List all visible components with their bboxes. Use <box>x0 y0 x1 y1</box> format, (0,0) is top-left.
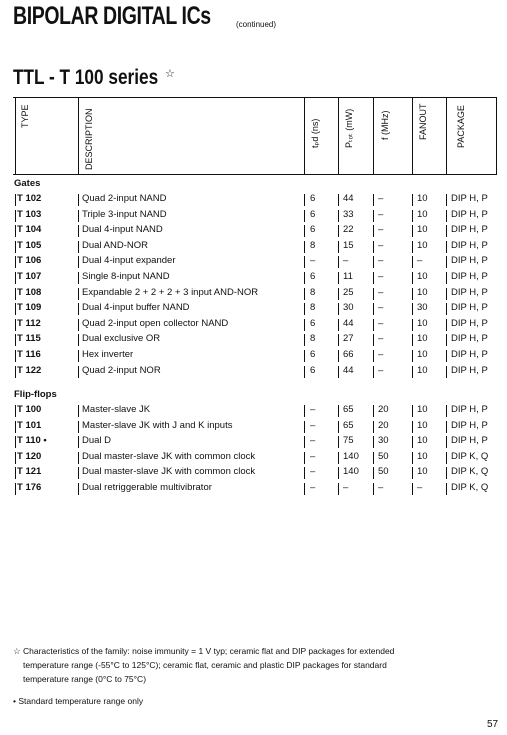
frequency: – <box>378 239 384 251</box>
cell-divider <box>446 210 447 222</box>
col-type: TYPE <box>20 104 30 128</box>
cell-divider <box>15 421 16 433</box>
part-type: T 122 <box>17 364 42 376</box>
part-type: T 101 <box>17 419 42 431</box>
cell-divider <box>15 405 16 417</box>
cell-divider <box>446 483 447 495</box>
table-row <box>0 451 507 466</box>
power: 65 <box>343 404 354 415</box>
package: DIP K, Q <box>451 450 489 462</box>
power: 44 <box>343 193 354 204</box>
table-row <box>0 435 507 450</box>
frequency: – <box>378 224 384 236</box>
part-description: Single 8-input NAND <box>82 271 170 282</box>
cell-divider <box>15 452 16 464</box>
header-divider <box>373 97 374 174</box>
cell-divider <box>304 436 305 448</box>
cell-divider <box>412 319 413 331</box>
cell-divider <box>373 303 374 315</box>
frequency: – <box>378 286 384 298</box>
cell-divider <box>78 303 79 315</box>
cell-divider <box>78 421 79 433</box>
table-row <box>0 302 507 317</box>
package: DIP K, Q <box>451 466 489 478</box>
fanout: – <box>417 255 423 267</box>
cell-divider <box>338 272 339 284</box>
col-fanout: FANOUT <box>418 103 428 140</box>
cell-divider <box>15 467 16 479</box>
cell-divider <box>373 272 374 284</box>
cell-divider <box>412 210 413 222</box>
cell-divider <box>446 436 447 448</box>
cell-divider <box>446 256 447 268</box>
table-top-rule <box>13 97 497 98</box>
series-heading: TTL - T 100 series <box>13 66 159 89</box>
fanout: 10 <box>417 208 428 220</box>
package: DIP H, P <box>451 255 488 267</box>
power: 140 <box>343 466 359 478</box>
page-number: 57 <box>487 719 499 730</box>
prop-delay: – <box>310 435 316 447</box>
cell-divider <box>446 405 447 417</box>
cell-divider <box>304 366 305 378</box>
part-type: T 120 <box>17 450 42 462</box>
cell-divider <box>78 194 79 206</box>
table-row <box>0 482 507 497</box>
fanout: 10 <box>417 349 428 360</box>
fanout: 10 <box>417 286 428 298</box>
fanout: 10 <box>417 193 428 204</box>
cell-divider <box>373 194 374 206</box>
cell-divider <box>338 194 339 206</box>
cell-divider <box>78 225 79 237</box>
cell-divider <box>373 452 374 464</box>
cell-divider <box>412 483 413 495</box>
fanout: 10 <box>417 450 428 462</box>
part-description: Dual retriggerable multivibrator <box>82 482 212 493</box>
cell-divider <box>15 334 16 346</box>
part-type: T 115 <box>17 333 41 345</box>
part-description: Dual 4-input expander <box>82 255 176 267</box>
power: 30 <box>343 302 354 314</box>
part-description: Quad 2-input NOR <box>82 364 161 376</box>
table-row <box>0 193 507 208</box>
part-description: Dual 4-input NAND <box>82 224 163 236</box>
cell-divider <box>78 483 79 495</box>
package: DIP H, P <box>451 193 488 204</box>
cell-divider <box>338 467 339 479</box>
footnote-line: temperature range (0°C to 75°C) <box>23 674 147 684</box>
package: DIP H, P <box>451 333 488 345</box>
cell-divider <box>446 303 447 315</box>
cell-divider <box>446 467 447 479</box>
cell-divider <box>15 272 16 284</box>
cell-divider <box>338 366 339 378</box>
frequency: – <box>378 271 384 282</box>
power: 22 <box>343 224 354 236</box>
package: DIP H, P <box>451 271 488 282</box>
power: 65 <box>343 419 354 431</box>
cell-divider <box>304 210 305 222</box>
cell-divider <box>304 303 305 315</box>
cell-divider <box>304 334 305 346</box>
header-divider <box>15 97 16 174</box>
footnote-family <box>13 644 394 686</box>
cell-divider <box>338 421 339 433</box>
package: DIP H, P <box>451 349 488 360</box>
frequency: 20 <box>378 404 389 415</box>
package: DIP K, Q <box>451 482 489 493</box>
cell-divider <box>304 483 305 495</box>
table-row <box>0 271 507 286</box>
part-type: T 103 <box>17 208 42 220</box>
frequency: 20 <box>378 419 389 431</box>
power: 44 <box>343 317 354 329</box>
fanout: 10 <box>417 466 428 478</box>
header-divider <box>496 97 497 174</box>
cell-divider <box>78 366 79 378</box>
table-row <box>0 255 507 270</box>
part-description: Master-slave JK with J and K inputs <box>82 419 233 431</box>
star-icon: ☆ <box>165 68 175 80</box>
cell-divider <box>338 483 339 495</box>
prop-delay: 6 <box>310 271 316 282</box>
table-row <box>0 287 507 302</box>
cell-divider <box>338 350 339 362</box>
part-description: Dual D <box>82 435 112 447</box>
fanout: 10 <box>417 271 428 282</box>
table-row <box>0 466 507 481</box>
cell-divider <box>338 241 339 253</box>
frequency: – <box>378 317 384 329</box>
power: 27 <box>343 333 354 345</box>
cell-divider <box>15 303 16 315</box>
prop-delay: – <box>310 255 316 267</box>
cell-divider <box>304 272 305 284</box>
part-description: Quad 2-input open collector NAND <box>82 317 229 329</box>
cell-divider <box>373 350 374 362</box>
fanout: 10 <box>417 435 428 447</box>
cell-divider <box>304 241 305 253</box>
package: DIP H, P <box>451 364 488 376</box>
power: 25 <box>343 286 354 298</box>
cell-divider <box>304 256 305 268</box>
cell-divider <box>338 210 339 222</box>
prop-delay: – <box>310 466 316 478</box>
frequency: – <box>378 349 384 360</box>
package: DIP H, P <box>451 317 488 329</box>
cell-divider <box>446 272 447 284</box>
footnote-line: temperature range (-55°C to 125°C); ceramic flat, ceramic and plastic DIP packages for standard <box>23 660 387 670</box>
footnote-temperature: • Standard temperature range only <box>13 696 144 706</box>
table-row <box>0 318 507 333</box>
cell-divider <box>373 421 374 433</box>
power: 33 <box>343 208 354 220</box>
part-type: T 109 <box>17 302 42 314</box>
cell-divider <box>373 210 374 222</box>
power: 11 <box>343 271 353 282</box>
cell-divider <box>78 272 79 284</box>
cell-divider <box>446 350 447 362</box>
cell-divider <box>373 483 374 495</box>
cell-divider <box>15 241 16 253</box>
cell-divider <box>338 452 339 464</box>
cell-divider <box>373 256 374 268</box>
cell-divider <box>304 225 305 237</box>
power: 140 <box>343 450 359 462</box>
cell-divider <box>304 405 305 417</box>
col-ptot: Pₜₒₜ (mW) <box>344 108 354 148</box>
header-divider <box>304 97 305 174</box>
cell-divider <box>304 319 305 331</box>
cell-divider <box>78 241 79 253</box>
frequency: – <box>378 302 384 314</box>
cell-divider <box>15 436 16 448</box>
package: DIP H, P <box>451 224 488 236</box>
cell-divider <box>446 288 447 300</box>
cell-divider <box>446 334 447 346</box>
col-package: PACKAGE <box>456 105 466 148</box>
part-type: T 100 <box>17 404 42 415</box>
table-row <box>0 420 507 435</box>
col-frequency: f (MHz) <box>380 110 390 140</box>
part-type: T 107 <box>17 271 42 282</box>
cell-divider <box>15 350 16 362</box>
part-description: Master-slave JK <box>82 404 151 415</box>
package: DIP H, P <box>451 239 488 251</box>
part-type: T 102 <box>17 193 42 204</box>
cell-divider <box>338 436 339 448</box>
cell-divider <box>412 288 413 300</box>
frequency: 50 <box>378 450 389 462</box>
table-header-rule <box>13 174 497 175</box>
prop-delay: 8 <box>310 302 316 314</box>
frequency: 50 <box>378 466 389 478</box>
cell-divider <box>412 467 413 479</box>
header-divider <box>446 97 447 174</box>
cell-divider <box>373 288 374 300</box>
prop-delay: 6 <box>310 224 316 236</box>
cell-divider <box>446 194 447 206</box>
power: 75 <box>343 435 354 447</box>
frequency: 30 <box>378 435 389 447</box>
table-row <box>0 349 507 364</box>
cell-divider <box>373 436 374 448</box>
cell-divider <box>373 241 374 253</box>
cell-divider <box>338 225 339 237</box>
cell-divider <box>15 210 16 222</box>
cell-divider <box>373 405 374 417</box>
package: DIP H, P <box>451 435 488 447</box>
fanout: – <box>417 482 423 493</box>
header-divider <box>338 97 339 174</box>
package: DIP H, P <box>451 419 488 431</box>
cell-divider <box>446 319 447 331</box>
part-type: T 121 <box>17 466 42 478</box>
cell-divider <box>412 272 413 284</box>
cell-divider <box>15 194 16 206</box>
prop-delay: 6 <box>310 364 316 376</box>
cell-divider <box>446 241 447 253</box>
table-row <box>0 333 507 348</box>
part-description: Dual master-slave JK with common clock <box>82 466 256 478</box>
cell-divider <box>15 225 16 237</box>
cell-divider <box>304 421 305 433</box>
frequency: – <box>378 255 384 267</box>
cell-divider <box>15 483 16 495</box>
prop-delay: – <box>310 482 316 493</box>
cell-divider <box>338 319 339 331</box>
package: DIP H, P <box>451 286 488 298</box>
fanout: 10 <box>417 317 428 329</box>
cell-divider <box>15 256 16 268</box>
cell-divider <box>446 421 447 433</box>
col-description: DESCRIPTION <box>84 108 94 170</box>
frequency: – <box>378 333 384 345</box>
frequency: – <box>378 193 384 204</box>
cell-divider <box>446 225 447 237</box>
section-heading-gates: Gates <box>14 178 41 189</box>
part-description: Hex inverter <box>82 349 134 360</box>
part-type: T 176 <box>17 482 42 493</box>
prop-delay: 6 <box>310 193 316 204</box>
part-description: Triple 3-input NAND <box>82 208 167 220</box>
section-heading-flipflops: Flip-flops <box>14 389 57 400</box>
cell-divider <box>373 467 374 479</box>
part-description: Dual exclusive OR <box>82 333 161 345</box>
prop-delay: – <box>310 450 316 462</box>
part-type: T 106 <box>17 255 42 267</box>
power: – <box>343 482 349 493</box>
fanout: 10 <box>417 224 428 236</box>
fanout: 10 <box>417 419 428 431</box>
cell-divider <box>412 256 413 268</box>
prop-delay: – <box>310 404 316 415</box>
cell-divider <box>304 194 305 206</box>
cell-divider <box>15 366 16 378</box>
cell-divider <box>15 319 16 331</box>
cell-divider <box>338 405 339 417</box>
cell-divider <box>412 350 413 362</box>
fanout: 10 <box>417 239 428 251</box>
col-tpd: tₚd (ns) <box>310 118 320 148</box>
prop-delay: 8 <box>310 333 316 345</box>
fanout: 10 <box>417 404 428 415</box>
cell-divider <box>78 334 79 346</box>
part-description: Dual AND-NOR <box>82 239 148 251</box>
fanout: 30 <box>417 302 428 314</box>
cell-divider <box>412 241 413 253</box>
prop-delay: 6 <box>310 349 316 360</box>
cell-divider <box>412 405 413 417</box>
cell-divider <box>78 210 79 222</box>
footnote-line: ☆ Characteristics of the family: noise immunity = 1 V typ; ceramic flat and DIP packages for extended <box>13 646 395 656</box>
cell-divider <box>373 319 374 331</box>
fanout: 10 <box>417 364 428 376</box>
header-divider <box>78 97 79 174</box>
document-title: BIPOLAR DIGITAL ICs <box>13 2 211 30</box>
cell-divider <box>373 334 374 346</box>
table-row <box>0 224 507 239</box>
cell-divider <box>304 467 305 479</box>
power: 44 <box>343 364 354 376</box>
cell-divider <box>78 467 79 479</box>
package: DIP H, P <box>451 208 488 220</box>
table-row <box>0 209 507 224</box>
part-type: T 108 <box>17 286 42 298</box>
part-description: Dual 4-input buffer NAND <box>82 302 190 314</box>
frequency: – <box>378 364 384 376</box>
table-row <box>0 365 507 380</box>
cell-divider <box>338 303 339 315</box>
cell-divider <box>338 288 339 300</box>
cell-divider <box>338 256 339 268</box>
cell-divider <box>446 366 447 378</box>
prop-delay: 8 <box>310 239 316 251</box>
cell-divider <box>304 350 305 362</box>
power: 66 <box>343 349 354 360</box>
part-type: T 110 • <box>17 435 47 447</box>
cell-divider <box>304 288 305 300</box>
cell-divider <box>78 288 79 300</box>
power: – <box>343 255 349 267</box>
part-description: Quad 2-input NAND <box>82 193 167 204</box>
power: 15 <box>343 239 354 251</box>
frequency: – <box>378 482 384 493</box>
cell-divider <box>304 452 305 464</box>
cell-divider <box>446 452 447 464</box>
prop-delay: – <box>310 419 316 431</box>
part-type: T 116 <box>17 349 41 360</box>
cell-divider <box>373 225 374 237</box>
cell-divider <box>78 256 79 268</box>
cell-divider <box>78 319 79 331</box>
title-note: (continued) <box>236 20 277 29</box>
cell-divider <box>78 436 79 448</box>
package: DIP H, P <box>451 404 488 415</box>
prop-delay: 6 <box>310 317 316 329</box>
cell-divider <box>338 334 339 346</box>
part-description: Dual master-slave JK with common clock <box>82 450 256 462</box>
cell-divider <box>412 436 413 448</box>
cell-divider <box>78 350 79 362</box>
package: DIP H, P <box>451 302 488 314</box>
prop-delay: 6 <box>310 208 316 220</box>
prop-delay: 8 <box>310 286 316 298</box>
frequency: – <box>378 208 384 220</box>
cell-divider <box>78 452 79 464</box>
cell-divider <box>412 421 413 433</box>
part-type: T 105 <box>17 239 42 251</box>
cell-divider <box>412 452 413 464</box>
part-type: T 112 <box>17 317 41 329</box>
part-type: T 104 <box>17 224 42 236</box>
cell-divider <box>373 366 374 378</box>
header-divider <box>412 97 413 174</box>
cell-divider <box>412 225 413 237</box>
cell-divider <box>412 194 413 206</box>
table-row <box>0 240 507 255</box>
cell-divider <box>78 405 79 417</box>
cell-divider <box>412 366 413 378</box>
cell-divider <box>412 334 413 346</box>
part-description: Expandable 2 + 2 + 2 + 3 input AND-NOR <box>82 286 259 298</box>
cell-divider <box>15 288 16 300</box>
fanout: 10 <box>417 333 428 345</box>
table-row <box>0 404 507 419</box>
cell-divider <box>412 303 413 315</box>
